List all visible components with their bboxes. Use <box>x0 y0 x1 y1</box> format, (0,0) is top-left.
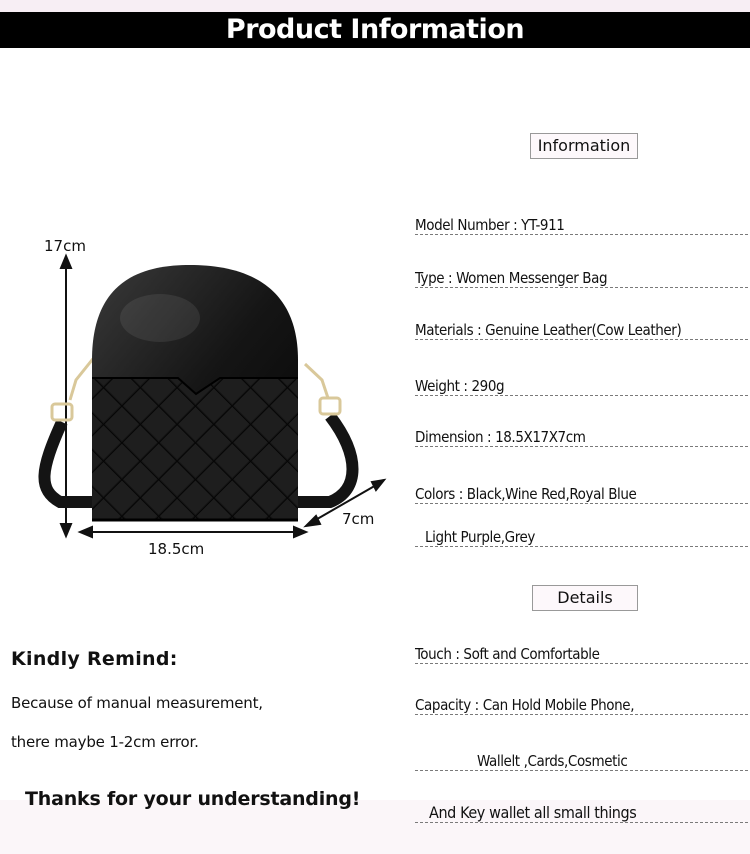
info-row-colors-continued: Light Purple,Grey <box>415 528 748 547</box>
detail-row-capacity-2: Wallelt ,Cards,Cosmetic <box>415 752 748 771</box>
info-row-materials: Materials : Genuine Leather(Cow Leather) <box>415 321 748 340</box>
height-dimension: 17cm <box>44 237 86 255</box>
remind-title: Kindly Remind: <box>11 648 178 670</box>
remind-note-2: there maybe 1-2cm error. <box>11 733 199 751</box>
information-heading: Information <box>530 133 638 159</box>
info-row-weight: Weight : 290g <box>415 377 748 396</box>
width-dimension: 18.5cm <box>148 540 205 558</box>
remind-note-1: Because of manual measurement, <box>11 694 263 712</box>
page-title-banner <box>0 12 750 48</box>
bag-image <box>30 240 390 560</box>
top-band <box>0 0 750 12</box>
detail-row-touch: Touch : Soft and Comfortable <box>415 645 748 664</box>
info-row-colors: Colors : Black,Wine Red,Royal Blue <box>415 485 748 504</box>
detail-row-capacity-3: And Key wallet all small things <box>415 803 748 823</box>
thanks-text: Thanks for your understanding! <box>25 788 361 810</box>
depth-dimension: 7cm <box>342 510 375 528</box>
page-title: Product Information <box>225 14 525 45</box>
info-row-type: Type : Women Messenger Bag <box>415 269 748 288</box>
info-row-model: Model Number : YT-911 <box>415 216 748 235</box>
details-heading: Details <box>532 585 638 611</box>
detail-row-capacity: Capacity : Can Hold Mobile Phone, <box>415 696 748 715</box>
info-row-dimension: Dimension : 18.5X17X7cm <box>415 428 748 447</box>
